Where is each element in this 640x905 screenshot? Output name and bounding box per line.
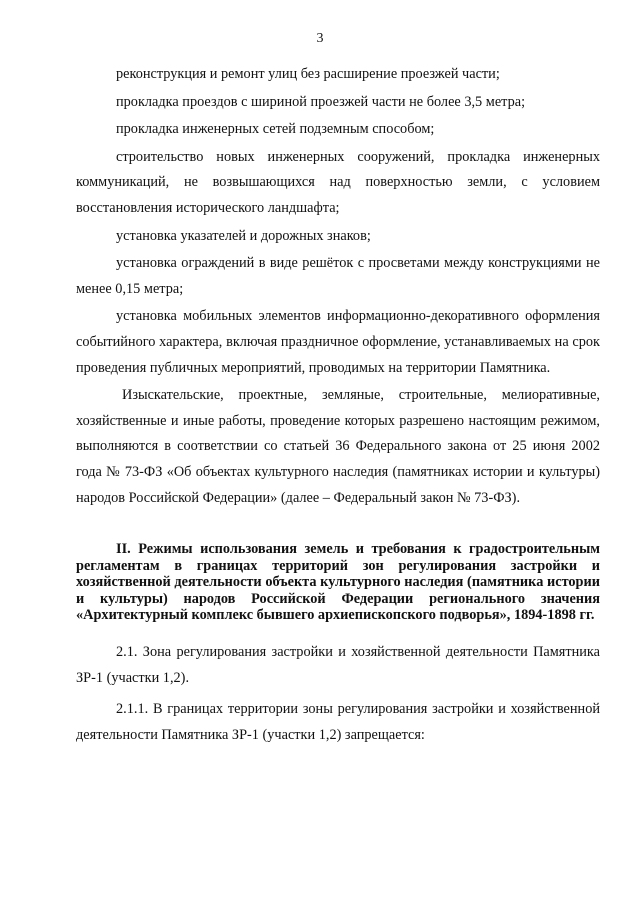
paragraph: реконструкция и ремонт улиц без расширение проезжей части; (116, 66, 500, 82)
paragraph: установка мобильных элементов информационно-декоративного оформления событийного характера, включая праздничное оформление, устанавливаемых на срок проведения публичных мероприятий, проводимых на территории Памятника. (76, 308, 600, 376)
paragraph: строительство новых инженерных сооружений, прокладка инженерных коммуникаций, не возвышающихся над поверхностью земли, с условием восстановления исторического ландшафта; (76, 148, 600, 216)
page-number: 3 (316, 31, 324, 46)
paragraph: прокладка проездов с шириной проезжей части не более 3,5 метра; (116, 93, 526, 110)
paragraph: 2.1. Зона регулирования застройки и хозяйственной деятельности Памятника ЗР-1 (участки 1,2). (76, 644, 600, 686)
paragraph: установка ограждений в виде решёток с просветами между конструкциями не менее 0,15 метра; (76, 255, 600, 297)
paragraph: 2.1.1. В границах территории зоны регулирования застройки и хозяйственной деятельности Памятника ЗР-1 (участки 1,2) запрещается: (76, 701, 600, 743)
paragraph: Изыскательские, проектные, земляные, строительные, мелиоративные, хозяйственные и иные работы, проведение которых разрешено настоящим режимом, выполняются в соответствии со статьей 36 Федерального закона от 25 июня 2002 года № 73-ФЗ «Об объектах культурного наследия (памятниках истории и культуры) народов Российской Федерации» (далее – Федеральный закон № 73-ФЗ). (76, 387, 600, 506)
section-heading: II. Режимы использования земель и требования к градостроительным регламентам в границах территорий зон регулирования застройки и хозяйственной деятельности объекта культурного наследия (памятника истории и культуры) народов Российской Федерации регионального значения «Архитектурный комплекс бывшего архиепископского подворья», 1894-1898 гг. (76, 541, 600, 624)
document-body (76, 62, 600, 754)
paragraph: прокладка инженерных сетей подземным способом; (116, 121, 435, 138)
paragraph: установка указателей и дорожных знаков; (116, 227, 371, 244)
